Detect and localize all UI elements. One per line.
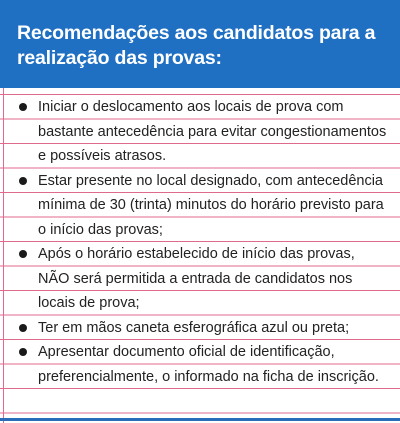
list-item-text: Após o horário estabelecido de início das provas, NÃO será permitida a entrada de candidatos nos locais de prova; — [38, 246, 355, 311]
page-title: Recomendações aos candidatos para a realização das provas: — [17, 22, 376, 69]
bullet-icon — [19, 348, 27, 356]
list-item — [0, 316, 400, 341]
list-item-text: Estar presente no local designado, com antecedência mínima de 30 (trinta) minutos do horário previsto para o início das provas; — [38, 172, 384, 238]
list-item — [0, 242, 400, 316]
list-item-text: Iniciar o deslocamento aos locais de prova com bastante antecedência para evitar congestionamentos e possíveis atrasos. — [38, 99, 387, 164]
list-item — [0, 340, 400, 389]
recommendations-list — [0, 95, 400, 389]
bottom-rule — [0, 418, 400, 421]
list-item-text: Apresentar documento oficial de identificação, preferencialmente, o informado na ficha de inscrição. — [38, 344, 379, 385]
list-item — [0, 169, 400, 243]
bullet-icon — [19, 103, 27, 111]
lined-paper — [0, 88, 400, 423]
bullet-icon — [19, 177, 27, 185]
bullet-icon — [19, 250, 27, 258]
bullet-icon — [19, 324, 27, 332]
list-item — [0, 95, 400, 169]
list-item-text: Ter em mãos caneta esferográfica azul ou preta; — [38, 319, 350, 336]
header-banner — [0, 0, 400, 88]
